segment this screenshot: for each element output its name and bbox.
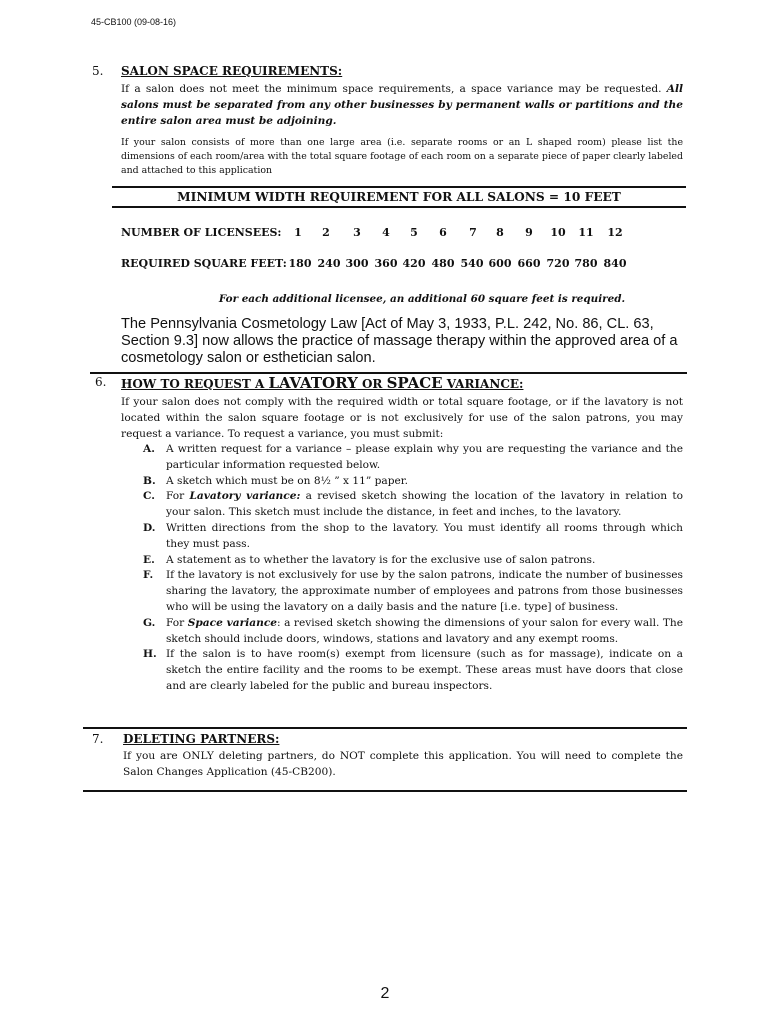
licensee-cell: 10 bbox=[550, 226, 566, 239]
section-7-text: If you are ONLY deleting partners, do NOT complete this application. You will need to complete the Salon Changes Application (45-CB200). bbox=[123, 750, 683, 778]
licensee-cell: 3 bbox=[353, 226, 361, 239]
sqft-cell: 540 bbox=[460, 257, 484, 270]
section-6-number: 6. bbox=[95, 375, 107, 389]
list-letter: F. bbox=[143, 569, 154, 582]
section-5-number: 5. bbox=[92, 64, 104, 78]
section-5-intro bbox=[121, 81, 683, 129]
sqft-cell: 600 bbox=[488, 257, 512, 270]
list-item bbox=[121, 474, 683, 490]
sqft-cell: 660 bbox=[517, 257, 541, 270]
licensee-cell: 1 bbox=[294, 226, 302, 239]
page-number: 2 bbox=[380, 985, 390, 1002]
sqft-cell: 780 bbox=[574, 257, 598, 270]
list-item bbox=[121, 568, 683, 615]
sqft-cell: 720 bbox=[546, 257, 570, 270]
sqft-cell: 420 bbox=[402, 257, 426, 270]
sqft-cell: 180 bbox=[288, 257, 312, 270]
list-text: A written request for a variance – please explain why you are requesting the variance and the particular information requested below. bbox=[166, 443, 683, 471]
list-letter: E. bbox=[143, 553, 155, 566]
list-item bbox=[121, 616, 683, 648]
sqft-row bbox=[0, 257, 770, 273]
variance-requirements-list bbox=[121, 442, 683, 695]
list-item bbox=[121, 442, 683, 474]
list-item bbox=[121, 647, 683, 694]
section-7-number: 7. bbox=[92, 732, 104, 746]
cosmetology-law-text: The Pennsylvania Cosmetology Law [Act of May 3, 1933, P.L. 242, No. 86, CL. 63, Section 9.3] now allows the practice of massage therapy within the approved area of a cosmetology salon or esthetician salon. bbox=[121, 316, 678, 366]
min-width-title: MINIMUM WIDTH REQUIREMENT FOR ALL SALONS = 10 FEET bbox=[177, 190, 621, 204]
table-title-rule bbox=[112, 206, 686, 208]
section-6-title bbox=[121, 374, 523, 392]
licensee-cell: 11 bbox=[578, 226, 594, 239]
list-letter: D. bbox=[143, 521, 156, 534]
list-item bbox=[121, 553, 683, 569]
list-prefix: For bbox=[166, 490, 190, 503]
section-7-title: DELETING PARTNERS: bbox=[123, 732, 280, 746]
section-7-bottom-rule bbox=[83, 790, 687, 792]
list-emphasis: Lavatory variance: bbox=[189, 490, 301, 503]
section-6-title-space: SPACE bbox=[386, 374, 443, 392]
section-6-title-part: HOW TO REQUEST A bbox=[121, 377, 269, 391]
list-text: : a revised sketch showing the dimensions of your salon for every wall. The sketch should include doors, windows, stations and lavatory and any exempt rooms. bbox=[166, 616, 683, 645]
sqft-label: REQUIRED SQUARE FEET: bbox=[121, 257, 287, 270]
list-text: A sketch which must be on 8½ ” x 11” paper. bbox=[166, 474, 409, 487]
list-letter: B. bbox=[143, 474, 156, 487]
list-letter: A. bbox=[143, 443, 155, 455]
licensee-cell: 9 bbox=[525, 226, 533, 239]
licensee-cell: 2 bbox=[322, 226, 330, 239]
licensees-label: NUMBER OF LICENSEES: bbox=[121, 226, 282, 239]
list-prefix: For bbox=[166, 616, 188, 629]
section-5-intro-emphasis: All salons must be separated from any other businesses by permanent walls or partitions and the entire salon area must be adjoining. bbox=[121, 83, 683, 127]
section-6-intro: If your salon does not comply with the required width or total square footage, or if the lavatory is not located within the salon square footage or is not exclusively for use of the salon patrons, you may request a variance. To request a variance, you must submit: bbox=[121, 396, 683, 440]
licensee-cell: 5 bbox=[410, 226, 418, 239]
additional-licensee-note: For each additional licensee, an additional 60 square feet is required. bbox=[218, 293, 626, 305]
list-letter: H. bbox=[143, 648, 157, 661]
sqft-cell: 240 bbox=[317, 257, 341, 270]
section-6-title-lavatory: LAVATORY bbox=[268, 374, 358, 392]
sqft-cell: 300 bbox=[345, 257, 369, 270]
licensee-cell: 8 bbox=[496, 226, 504, 239]
section-5-note: If your salon consists of more than one large area (i.e. separate rooms or an L shaped room) please list the dimensions of each room/area with the total square footage of each room on a separate piece of paper clearly labeled and attached to this application bbox=[121, 137, 683, 176]
licensee-cell: 4 bbox=[382, 226, 390, 239]
list-letter: C. bbox=[143, 490, 155, 503]
list-item bbox=[121, 521, 683, 553]
sqft-cell: 840 bbox=[603, 257, 627, 270]
licensees-row bbox=[0, 226, 770, 242]
list-text: Written directions from the shop to the lavatory. You must identify all rooms through which they must pass. bbox=[166, 521, 683, 550]
section-5-title: SALON SPACE REQUIREMENTS: bbox=[121, 64, 343, 78]
form-id: 45-CB100 (09-08-16) bbox=[91, 17, 177, 27]
list-letter: G. bbox=[143, 616, 156, 629]
section-7-top-rule bbox=[83, 727, 687, 729]
section-6-title-part: OR bbox=[357, 377, 387, 391]
section-5-intro-text: If a salon does not meet the minimum space requirements, a space variance may be requested. bbox=[121, 83, 662, 95]
list-emphasis: Space variance bbox=[187, 616, 278, 629]
licensee-cell: 7 bbox=[469, 226, 477, 239]
list-text: If the salon is to have room(s) exempt from licensure (such as for massage), indicate on a sketch the entire facility and the rooms to be exempt. These areas must have doors that close and are clearly labeled for the public and bureau inspectors. bbox=[166, 648, 683, 692]
list-text: A statement as to whether the lavatory is for the exclusive use of salon patrons. bbox=[166, 553, 596, 566]
sqft-cell: 480 bbox=[431, 257, 455, 270]
section-6-title-part: VARIANCE: bbox=[442, 377, 524, 391]
licensee-cell: 6 bbox=[439, 226, 447, 239]
sqft-cell: 360 bbox=[374, 257, 398, 270]
table-top-rule bbox=[112, 186, 686, 188]
list-text: a revised sketch showing the location of the lavatory in relation to your salon. This sketch must include the distance, in feet and inches, to the lavatory. bbox=[166, 490, 683, 519]
list-item bbox=[121, 489, 683, 521]
licensee-cell: 12 bbox=[607, 226, 623, 239]
list-text: If the lavatory is not exclusively for use by the salon patrons, indicate the number of businesses sharing the lavatory, the approximate number of employees and patrons from those businesses who will be using the lavatory on a daily basis and the nature [i.e. type] of business. bbox=[166, 569, 683, 613]
